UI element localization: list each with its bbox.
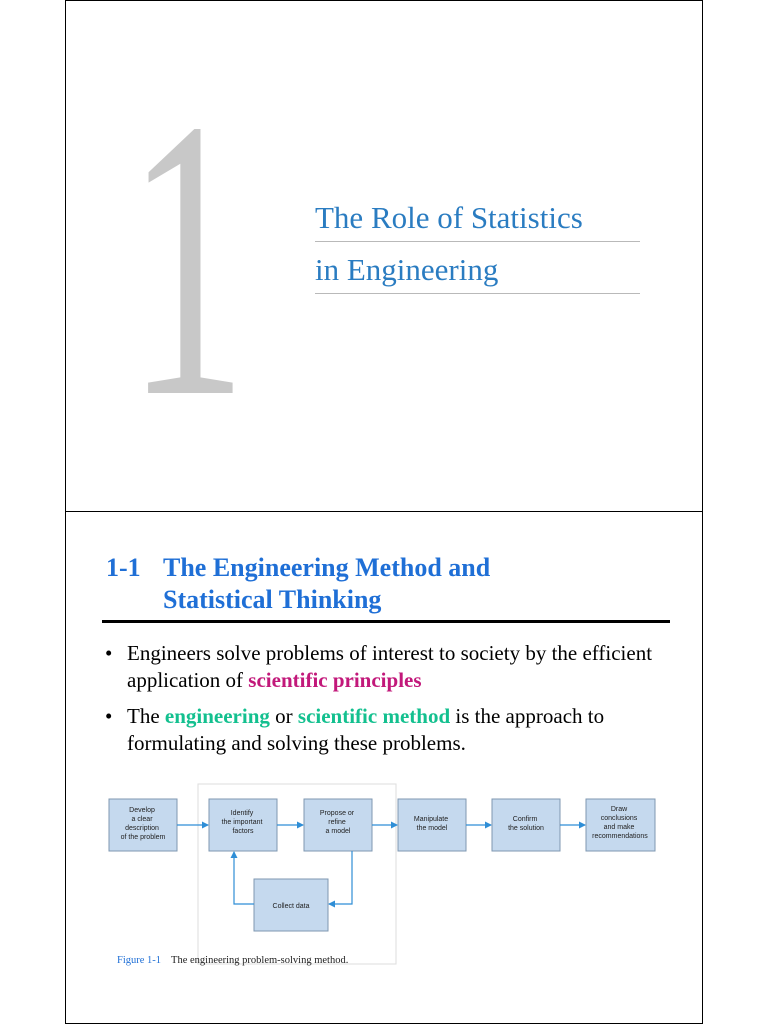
section-title-line-1: The Engineering Method and <box>163 553 491 582</box>
box-line: and make <box>603 824 635 831</box>
bullet-dot: • <box>105 641 113 665</box>
box-line: Develop <box>129 807 155 814</box>
box-line: the solution <box>508 825 544 832</box>
svg-text:Collect data <box>273 903 310 910</box>
box-line: refine <box>328 819 346 826</box>
box-line: Manipulate <box>413 816 449 823</box>
chapter-title-slide <box>65 0 703 512</box>
bullet-text: The <box>127 704 165 728</box>
box-line: Identify <box>230 810 254 817</box>
highlight-engineering: engineering <box>164 704 270 728</box>
chapter-title-line-2: in Engineering <box>315 251 640 294</box>
section-title-rule <box>102 620 670 623</box>
bullet-item <box>102 703 662 757</box>
box-line: of the problem <box>120 834 166 841</box>
box-line: the important <box>221 819 263 826</box>
box-line: Collect data <box>272 903 310 910</box>
problem-solving-flowchart <box>109 782 659 972</box>
figure-caption <box>117 955 348 966</box>
section-title-line-2: Statistical Thinking <box>163 585 382 614</box>
box-line: Propose or <box>319 810 355 817</box>
flow-box-draw <box>586 799 655 851</box>
bullet-list <box>102 640 662 766</box>
chapter-number: 1 <box>127 37 247 480</box>
bullet-text: or <box>269 704 298 728</box>
bullet-item <box>102 640 662 694</box>
section-title <box>106 552 671 616</box>
figure-caption-text: The engineering problem-solving method. <box>171 955 349 966</box>
box-line: description <box>125 825 159 832</box>
box-line: factors <box>232 828 254 835</box>
highlight-scientific-method: scientific method <box>297 704 451 728</box>
box-line: Confirm <box>512 816 538 823</box>
highlight-scientific-principles: scientific principles <box>248 668 422 692</box>
box-line: a model <box>325 828 351 835</box>
flow-box-identify <box>209 799 277 851</box>
bullet-text: Engineers solve problems of interest to society by the efficient application of <box>127 641 653 692</box>
chapter-title-line-1: The Role of Statistics <box>315 199 640 242</box>
flow-box-confirm <box>492 799 560 851</box>
section-number: 1-1 <box>106 553 141 582</box>
box-line: conclusions <box>600 815 638 822</box>
bullet-dot: • <box>105 704 113 728</box>
flow-box-collect-data <box>254 879 328 931</box>
chapter-title <box>315 199 640 303</box>
section-slide <box>65 511 703 1024</box>
flow-box-develop <box>109 799 177 851</box>
box-line: Draw <box>610 806 628 813</box>
flow-box-manipulate <box>398 799 466 851</box>
chapter-number-graphic <box>122 37 252 480</box>
box-line: recommendations <box>592 833 648 840</box>
figure-label: Figure 1-1 <box>117 955 162 966</box>
bullet-text: is the approach to formulating and solving these problems. <box>127 704 605 755</box>
box-line: a clear <box>131 816 153 823</box>
box-line: the model <box>416 825 448 832</box>
flow-box-propose <box>304 799 372 851</box>
